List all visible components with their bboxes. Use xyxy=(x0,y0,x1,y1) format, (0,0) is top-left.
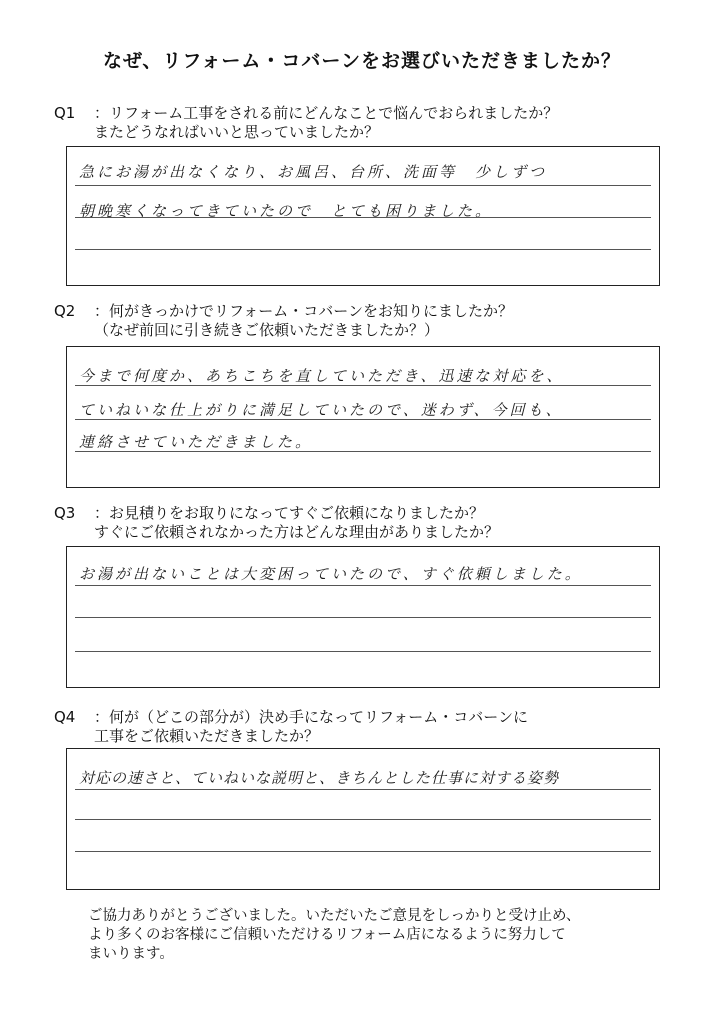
answer-box-2[interactable] xyxy=(66,346,660,488)
ruled-line xyxy=(75,789,651,790)
handwritten-answer-line: 今まで何度か、あちこちを直していただき、迅速な対応を、 xyxy=(79,367,565,385)
ruled-line xyxy=(75,217,651,218)
closing-line: より多くのお客様にご信頼いただけるリフォーム店になるように努力して xyxy=(88,927,566,943)
ruled-line xyxy=(75,585,651,586)
handwritten-answer-line: 朝晩寒くなってきていたので とても困りました。 xyxy=(79,202,494,220)
question-text: （なぜ前回に引き続きご依頼いただきましたか？） xyxy=(94,321,440,339)
question-text: ：リフォーム工事をされる前にどんなことで悩んでおられましたか？ xyxy=(94,104,559,122)
question-text: ：お見積りをお取りになってすぐご依頼になりましたか？ xyxy=(94,504,485,522)
handwritten-answer-line: ていねいな仕上がりに満足していたので、迷わず、今回も、 xyxy=(79,401,564,419)
ruled-line xyxy=(75,249,651,250)
question-text: ：何がきっかけでリフォーム・コバーンをお知りにましたか？ xyxy=(94,302,513,320)
ruled-line xyxy=(75,651,651,652)
ruled-line xyxy=(75,819,651,820)
question-label: Q3 xyxy=(54,504,76,522)
ruled-line xyxy=(75,419,651,420)
question-text: 工事をご依頼いただきましたか？ xyxy=(94,727,320,745)
ruled-line xyxy=(75,185,651,186)
question-3 xyxy=(54,504,499,542)
page-title: なぜ、リフォーム・コバーンをお選びいただきましたか？ xyxy=(102,50,622,72)
question-4 xyxy=(54,708,528,746)
ruled-line xyxy=(75,451,651,452)
ruled-line xyxy=(75,617,651,618)
ruled-line xyxy=(75,851,651,852)
closing-line: ご協力ありがとうございました。いただいたご意見をしっかりと受け止め、 xyxy=(88,908,581,924)
handwritten-answer-line: お湯が出ないことは大変困っていたので、すぐ依頼しました。 xyxy=(79,565,583,583)
question-label: Q4 xyxy=(54,708,76,726)
handwritten-answer-line: 急にお湯が出なくなり、お風呂、台所、洗面等 少しずつ xyxy=(79,163,548,181)
answer-box-1[interactable] xyxy=(66,146,660,286)
question-label: Q1 xyxy=(54,104,76,122)
handwritten-answer-line: 対応の速さと、ていねいな説明と、きちんとした仕事に対する姿勢 xyxy=(79,769,560,787)
question-text: ：何が（どこの部分が）決め手になってリフォーム・コバーンに xyxy=(94,708,528,726)
ruled-line xyxy=(75,385,651,386)
closing-line: まいります。 xyxy=(88,946,174,962)
handwritten-answer-line: 連絡させていただきました。 xyxy=(79,433,314,451)
question-label: Q2 xyxy=(54,302,76,320)
question-text: すぐにご依頼されなかった方はどんな理由がありましたか？ xyxy=(94,523,500,541)
question-1 xyxy=(54,104,558,142)
question-2 xyxy=(54,302,513,340)
answer-box-3[interactable] xyxy=(66,546,660,688)
answer-box-4[interactable] xyxy=(66,748,660,890)
closing-message xyxy=(88,907,688,964)
question-text: またどうなればいいと思っていましたか？ xyxy=(94,123,380,141)
